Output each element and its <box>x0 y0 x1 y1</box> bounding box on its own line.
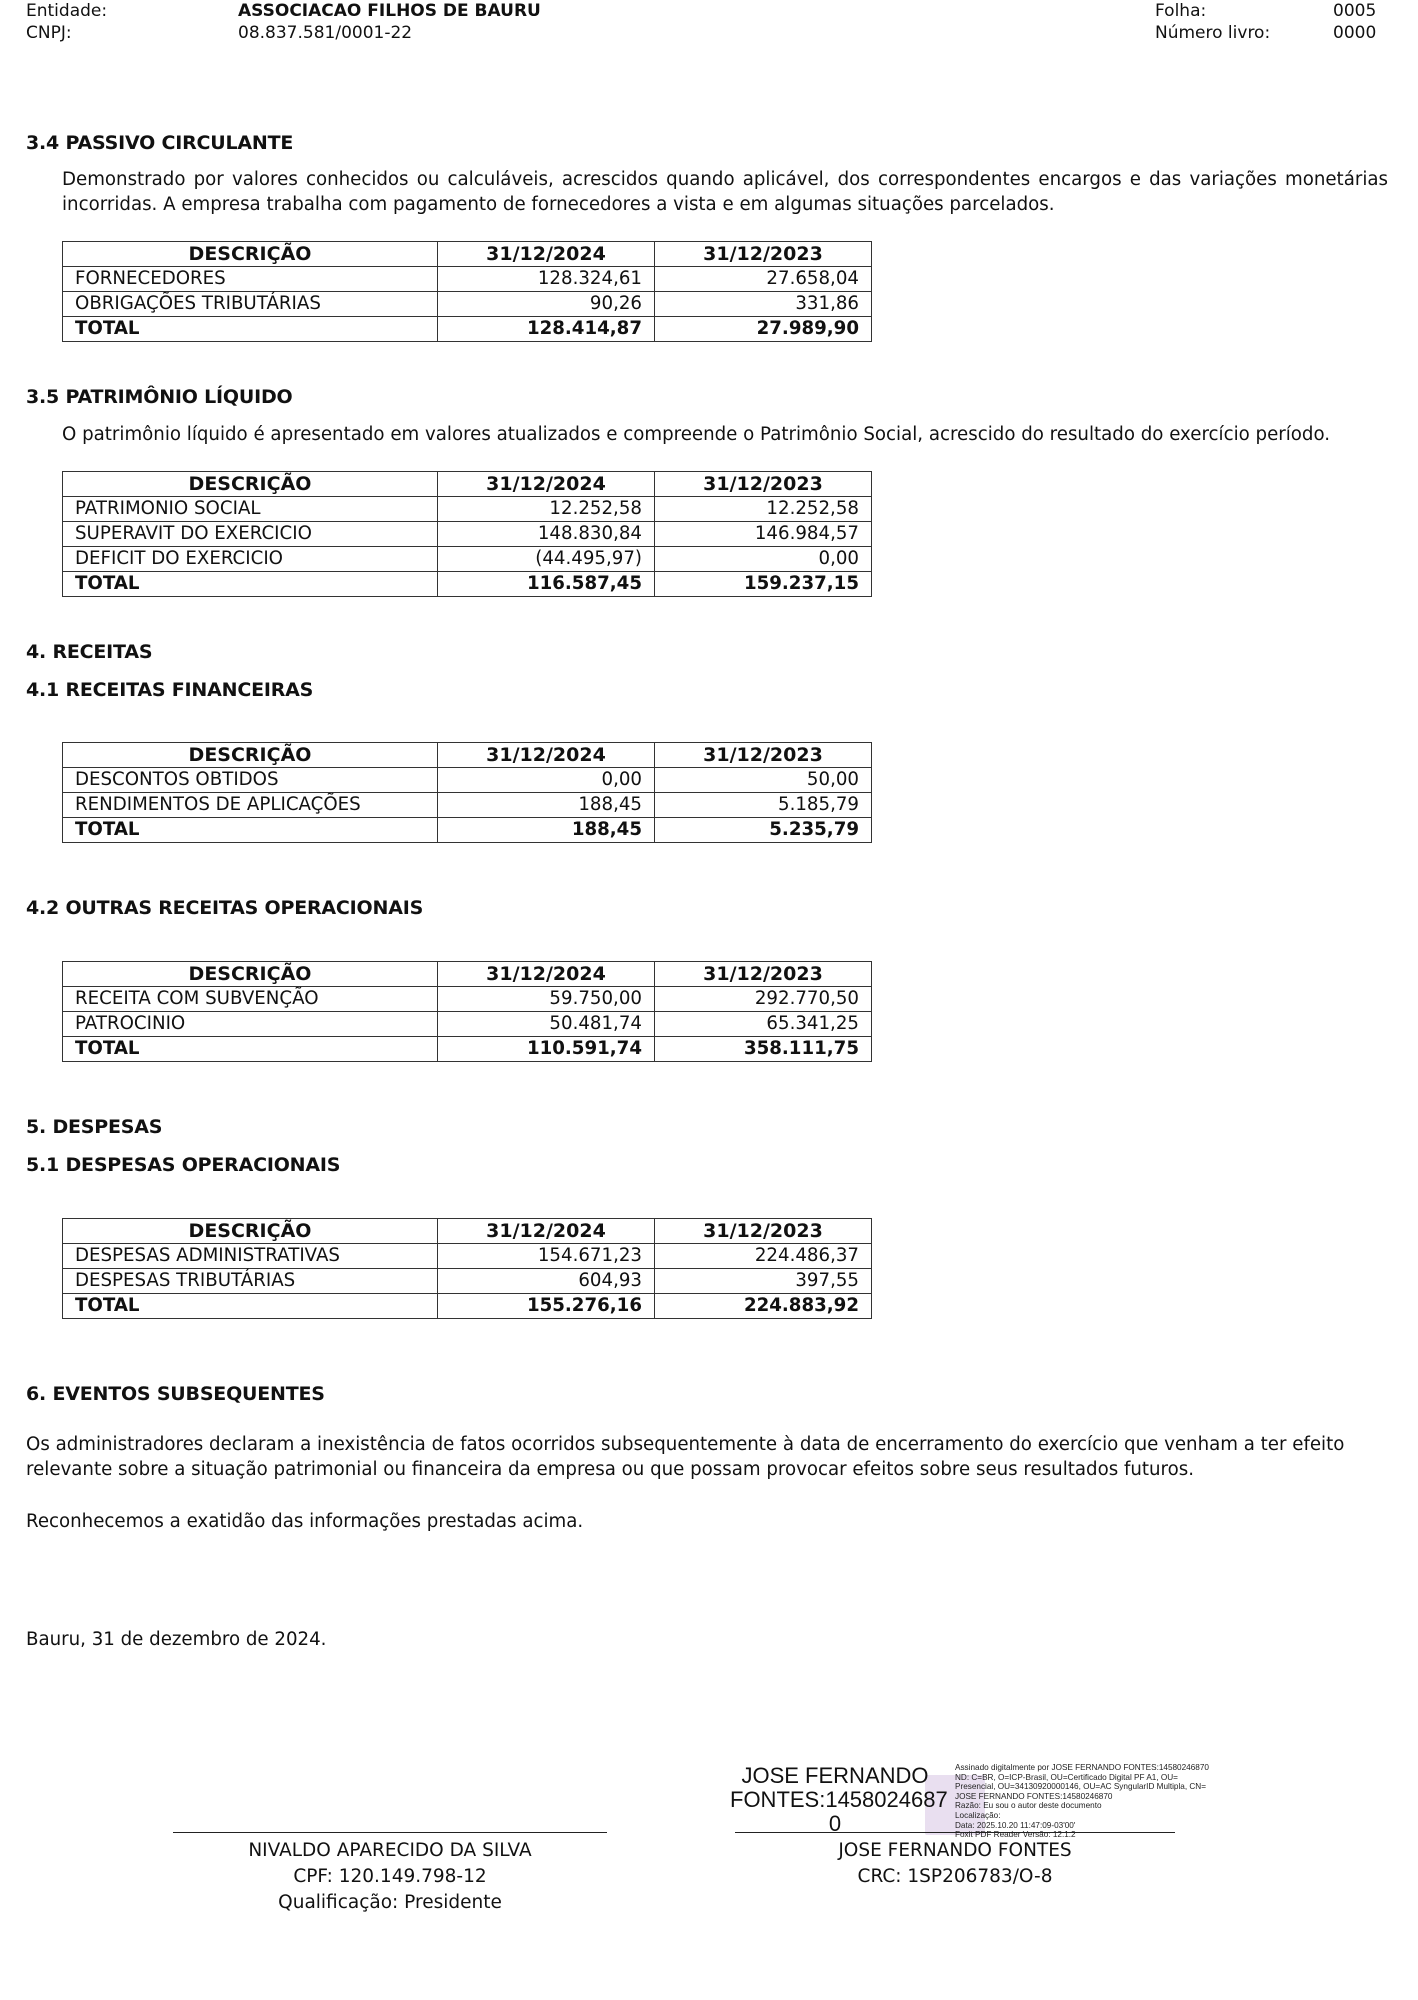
passivo-table <box>62 241 872 342</box>
table-row <box>63 1012 872 1037</box>
section-title-patrimonio: 3.5 PATRIMÔNIO LÍQUIDO <box>26 386 293 408</box>
row-value: 65.341,25 <box>655 1012 872 1037</box>
despesas-operacionais-table <box>62 1218 872 1319</box>
column-header: 31/12/2023 <box>655 962 872 987</box>
row-description: OBRIGAÇÕES TRIBUTÁRIAS <box>63 292 438 317</box>
signatory-name: NIVALDO APARECIDO DA SILVA <box>248 1840 532 1861</box>
row-description: FORNECEDORES <box>63 267 438 292</box>
row-value: (44.495,97) <box>438 547 655 572</box>
table-total-row <box>63 1037 872 1062</box>
section-title-eventos: 6. EVENTOS SUBSEQUENTES <box>26 1383 325 1405</box>
table-header-row <box>63 472 872 497</box>
place-date: Bauru, 31 de dezembro de 2024. <box>26 1629 327 1650</box>
row-value: 146.984,57 <box>655 522 872 547</box>
column-header: DESCRIÇÃO <box>63 743 438 768</box>
column-header: 31/12/2024 <box>438 472 655 497</box>
row-value: 12.252,58 <box>438 497 655 522</box>
row-value: 397,55 <box>655 1269 872 1294</box>
accountant-crc: CRC: 1SP206783/O-8 <box>857 1866 1053 1887</box>
receitas-financeiras-table <box>62 742 872 843</box>
table-row <box>63 768 872 793</box>
section-title-despesas: 5. DESPESAS <box>26 1116 163 1138</box>
table-row <box>63 793 872 818</box>
column-header: 31/12/2023 <box>655 242 872 267</box>
row-value: 27.658,04 <box>655 267 872 292</box>
row-value: 331,86 <box>655 292 872 317</box>
signature-line-right <box>735 1832 1175 1833</box>
row-value: 50,00 <box>655 768 872 793</box>
row-value: 148.830,84 <box>438 522 655 547</box>
total-value: 224.883,92 <box>655 1294 872 1319</box>
esign-name-line1: JOSE FERNANDO <box>741 1763 929 1788</box>
patrimonio-description: O patrimônio líquido é apresentado em valores atualizados e compreende o Patrimônio Social, acrescido do resultado do exercício período. <box>62 424 1331 445</box>
column-header: DESCRIÇÃO <box>63 242 438 267</box>
table-header-row <box>63 743 872 768</box>
table-total-row <box>63 818 872 843</box>
section-title-passivo: 3.4 PASSIVO CIRCULANTE <box>26 132 294 154</box>
table-row <box>63 1269 872 1294</box>
total-value: 155.276,16 <box>438 1294 655 1319</box>
esign-name <box>730 1763 948 1836</box>
table-total-row <box>63 1294 872 1319</box>
row-description: RECEITA COM SUBVENÇÃO <box>63 987 438 1012</box>
column-header: 31/12/2024 <box>438 962 655 987</box>
total-label: TOTAL <box>63 818 438 843</box>
column-header: DESCRIÇÃO <box>63 1219 438 1244</box>
livro-value: 0000 <box>1333 23 1377 43</box>
row-description: SUPERAVIT DO EXERCICIO <box>63 522 438 547</box>
table-row <box>63 987 872 1012</box>
column-header: 31/12/2024 <box>438 743 655 768</box>
row-value: 188,45 <box>438 793 655 818</box>
cnpj-value: 08.837.581/0001-22 <box>238 23 413 43</box>
row-value: 50.481,74 <box>438 1012 655 1037</box>
column-header: 31/12/2023 <box>655 743 872 768</box>
row-value: 90,26 <box>438 292 655 317</box>
signatory-role: Qualificação: Presidente <box>278 1892 502 1913</box>
total-value: 358.111,75 <box>655 1037 872 1062</box>
cnpj-label: CNPJ: <box>26 23 72 43</box>
row-description: RENDIMENTOS DE APLICAÇÕES <box>63 793 438 818</box>
row-value: 292.770,50 <box>655 987 872 1012</box>
table-header-row <box>63 1219 872 1244</box>
signature-right <box>735 1838 1175 1890</box>
folha-label: Folha: <box>1155 1 1207 21</box>
column-header: 31/12/2023 <box>655 1219 872 1244</box>
total-label: TOTAL <box>63 317 438 342</box>
row-value: 0,00 <box>438 768 655 793</box>
table-row <box>63 292 872 317</box>
esign-info-line: Localização: <box>955 1810 1001 1820</box>
column-header: DESCRIÇÃO <box>63 962 438 987</box>
column-header: 31/12/2024 <box>438 242 655 267</box>
esign-info-line: JOSE FERNANDO FONTES:14580246870 <box>955 1791 1113 1801</box>
row-value: 5.185,79 <box>655 793 872 818</box>
row-value: 0,00 <box>655 547 872 572</box>
column-header: DESCRIÇÃO <box>63 472 438 497</box>
section-title-despesas-operacionais: 5.1 DESPESAS OPERACIONAIS <box>26 1154 341 1176</box>
entity-label: Entidade: <box>26 1 108 21</box>
esign-info <box>955 1763 1209 1840</box>
table-header-row <box>63 962 872 987</box>
esign-info-line: ND: C=BR, O=ICP-Brasil, OU=Certificado Digital PF A1, OU= <box>955 1772 1178 1782</box>
total-value: 159.237,15 <box>655 572 872 597</box>
table-row <box>63 547 872 572</box>
esign-info-line: Assinado digitalmente por JOSE FERNANDO FONTES:14580246870 <box>955 1763 1209 1772</box>
row-value: 59.750,00 <box>438 987 655 1012</box>
row-value: 12.252,58 <box>655 497 872 522</box>
entity-name: ASSOCIACAO FILHOS DE BAURU <box>238 1 541 21</box>
accountant-name: JOSE FERNANDO FONTES <box>838 1840 1072 1861</box>
passivo-description: Demonstrado por valores conhecidos ou calculáveis, acrescidos quando aplicável, dos correspondentes encargos e das variações monetárias incorridas. A empresa trabalha com pagamento de fornecedores a vista e em algumas situações parcelados. <box>62 169 1388 215</box>
signatory-cpf: CPF: 120.149.798-12 <box>293 1866 487 1887</box>
row-description: PATRIMONIO SOCIAL <box>63 497 438 522</box>
row-description: DESPESAS ADMINISTRATIVAS <box>63 1244 438 1269</box>
table-row <box>63 267 872 292</box>
table-row <box>63 1244 872 1269</box>
total-value: 27.989,90 <box>655 317 872 342</box>
table-row <box>63 522 872 547</box>
total-label: TOTAL <box>63 1037 438 1062</box>
section-title-outras-receitas: 4.2 OUTRAS RECEITAS OPERACIONAIS <box>26 897 424 919</box>
total-value: 5.235,79 <box>655 818 872 843</box>
esign-info-line: Presencial, OU=34130920000146, OU=AC SyngularID Multipla, CN= <box>955 1782 1206 1792</box>
folha-value: 0005 <box>1333 1 1377 21</box>
row-value: 604,93 <box>438 1269 655 1294</box>
column-header: 31/12/2023 <box>655 472 872 497</box>
signature-line-left <box>173 1832 607 1833</box>
column-header: 31/12/2024 <box>438 1219 655 1244</box>
patrimonio-table <box>62 471 872 597</box>
row-value: 154.671,23 <box>438 1244 655 1269</box>
esign-name-line3: 0 <box>828 1811 842 1836</box>
row-description: PATROCINIO <box>63 1012 438 1037</box>
section-title-receitas: 4. RECEITAS <box>26 641 153 663</box>
section-title-receitas-financeiras: 4.1 RECEITAS FINANCEIRAS <box>26 679 314 701</box>
total-label: TOTAL <box>63 1294 438 1319</box>
esign-name-line2: FONTES:1458024687 <box>730 1787 948 1812</box>
esign-info-line: Data: 2025.10.20 11:47:09-03'00' <box>955 1820 1076 1830</box>
livro-label: Número livro: <box>1155 23 1271 43</box>
esign-info-line: Razão: Eu sou o autor deste documento <box>955 1801 1102 1811</box>
table-row <box>63 497 872 522</box>
table-total-row <box>63 317 872 342</box>
row-value: 224.486,37 <box>655 1244 872 1269</box>
total-value: 128.414,87 <box>438 317 655 342</box>
eventos-closing: Reconhecemos a exatidão das informações prestadas acima. <box>26 1511 584 1532</box>
row-description: DESCONTOS OBTIDOS <box>63 768 438 793</box>
row-value: 128.324,61 <box>438 267 655 292</box>
table-header-row <box>63 242 872 267</box>
eventos-description: Os administradores declaram a inexistência de fatos ocorridos subsequentemente à data de encerramento do exercício que venham a ter efeito relevante sobre a situação patrimonial ou financeira da empresa ou que possam provocar efeitos sobre seus resultados futuros. <box>26 1434 1345 1480</box>
total-label: TOTAL <box>63 572 438 597</box>
total-value: 110.591,74 <box>438 1037 655 1062</box>
row-description: DEFICIT DO EXERCICIO <box>63 547 438 572</box>
table-total-row <box>63 572 872 597</box>
total-value: 188,45 <box>438 818 655 843</box>
row-description: DESPESAS TRIBUTÁRIAS <box>63 1269 438 1294</box>
total-value: 116.587,45 <box>438 572 655 597</box>
signature-left <box>173 1838 607 1916</box>
outras-receitas-table <box>62 961 872 1062</box>
esign-info-line: Foxit PDF Reader Versão: 12.1.2 <box>955 1830 1076 1840</box>
